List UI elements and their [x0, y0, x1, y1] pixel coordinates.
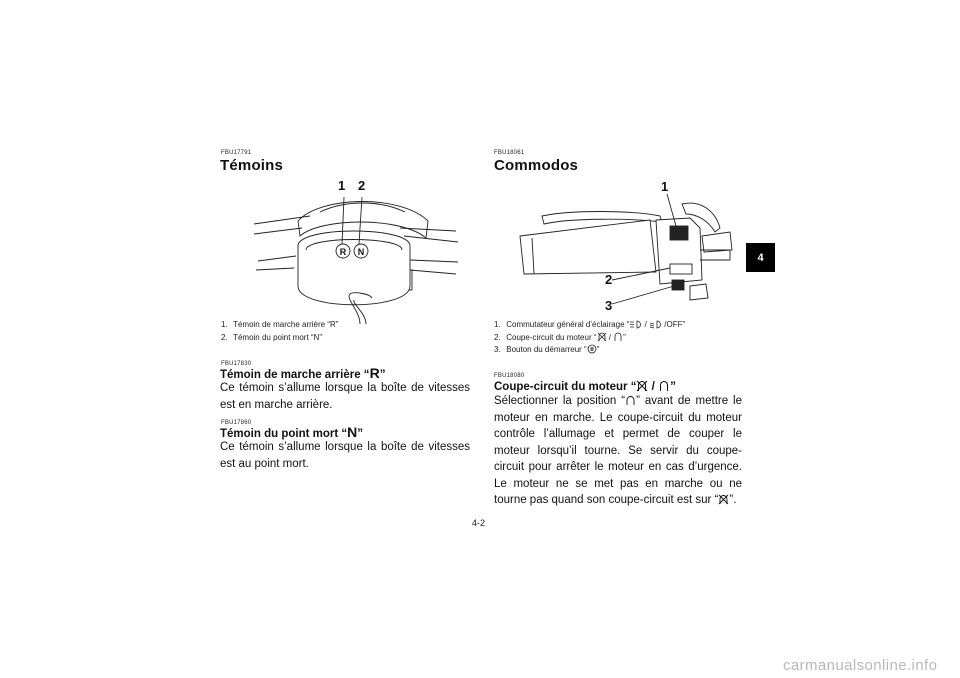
- callout-3: 3: [605, 298, 613, 313]
- high-beam-icon: [629, 320, 642, 329]
- engine-stop-icon: [718, 494, 729, 505]
- body-engine-stop-switch: Sélectionner la position “ ” avant de mettre le moteur en marche. Le coupe-circuit du moteur contrôle l’allumage et permet de couper le moteur lorsqu’il tourne. Se servir du coupe-circuit pour arrêter le moteur en cas d’urgence. Le moteur ne se met pas en marche ou ne tourne pas quand son coupe-circuit est sur “ ”.: [494, 395, 743, 506]
- body-reverse-indicator: Ce témoin s’allume lorsque la boîte de vitesses est en marche arrière.: [220, 382, 470, 411]
- engine-run-icon: [613, 332, 623, 342]
- caption-item: 2. Témoin du point mort “N”: [221, 332, 322, 342]
- caption-item: 3. Bouton du démarreur “ ”: [494, 345, 600, 354]
- reverse-lamp-letter: R: [339, 247, 347, 257]
- engine-stop-icon: [636, 380, 648, 392]
- watermark-brand: carmanualsonline.info: [783, 657, 938, 674]
- callout-1: 1: [661, 179, 669, 194]
- low-beam-icon: [649, 320, 662, 329]
- body-neutral-indicator: Ce témoin s’allume lorsque la boîte de vitesses est au point mort.: [220, 441, 470, 470]
- caption-item: 1. Commutateur général d’éclairage “ / /OFF”: [494, 320, 686, 329]
- caption-item: 1. Témoin de marche arrière “R”: [221, 320, 339, 329]
- callout-2: 2: [358, 178, 366, 193]
- section-code-commodos: FBU18061: [494, 150, 525, 156]
- caption-item: 2. Coupe-circuit du moteur “ / ”: [494, 332, 626, 342]
- section-title-temoins: Témoins: [220, 157, 284, 174]
- page-number: 4-2: [472, 518, 486, 528]
- heading-engine-stop-switch: Coupe-circuit du moteur “ / ”: [494, 381, 676, 393]
- figure-captions-temoins: [221, 319, 471, 344]
- section-code-engine-stop: FBU18080: [494, 373, 525, 379]
- handlebar-switches-figure: [510, 180, 735, 320]
- engine-stop-icon: [597, 332, 607, 342]
- engine-run-icon: [625, 395, 636, 406]
- heading-neutral-indicator: Témoin du point mort “N”: [220, 424, 363, 440]
- section-code-reverse: FBU17830: [221, 361, 252, 367]
- starter-icon: [587, 344, 597, 354]
- neutral-lamp-letter: N: [357, 247, 365, 257]
- section-code-neutral: FBU17860: [221, 420, 252, 426]
- heading-reverse-indicator: Témoin de marche arrière “R”: [220, 365, 386, 381]
- engine-run-icon: [658, 380, 670, 392]
- chapter-tab[interactable]: 4: [746, 243, 775, 272]
- callout-1: 1: [338, 178, 346, 193]
- callout-2: 2: [605, 272, 613, 287]
- figure-captions-commodos: [494, 319, 744, 357]
- section-title-commodos: Commodos: [494, 157, 579, 174]
- section-code-temoins: FBU17791: [221, 150, 252, 156]
